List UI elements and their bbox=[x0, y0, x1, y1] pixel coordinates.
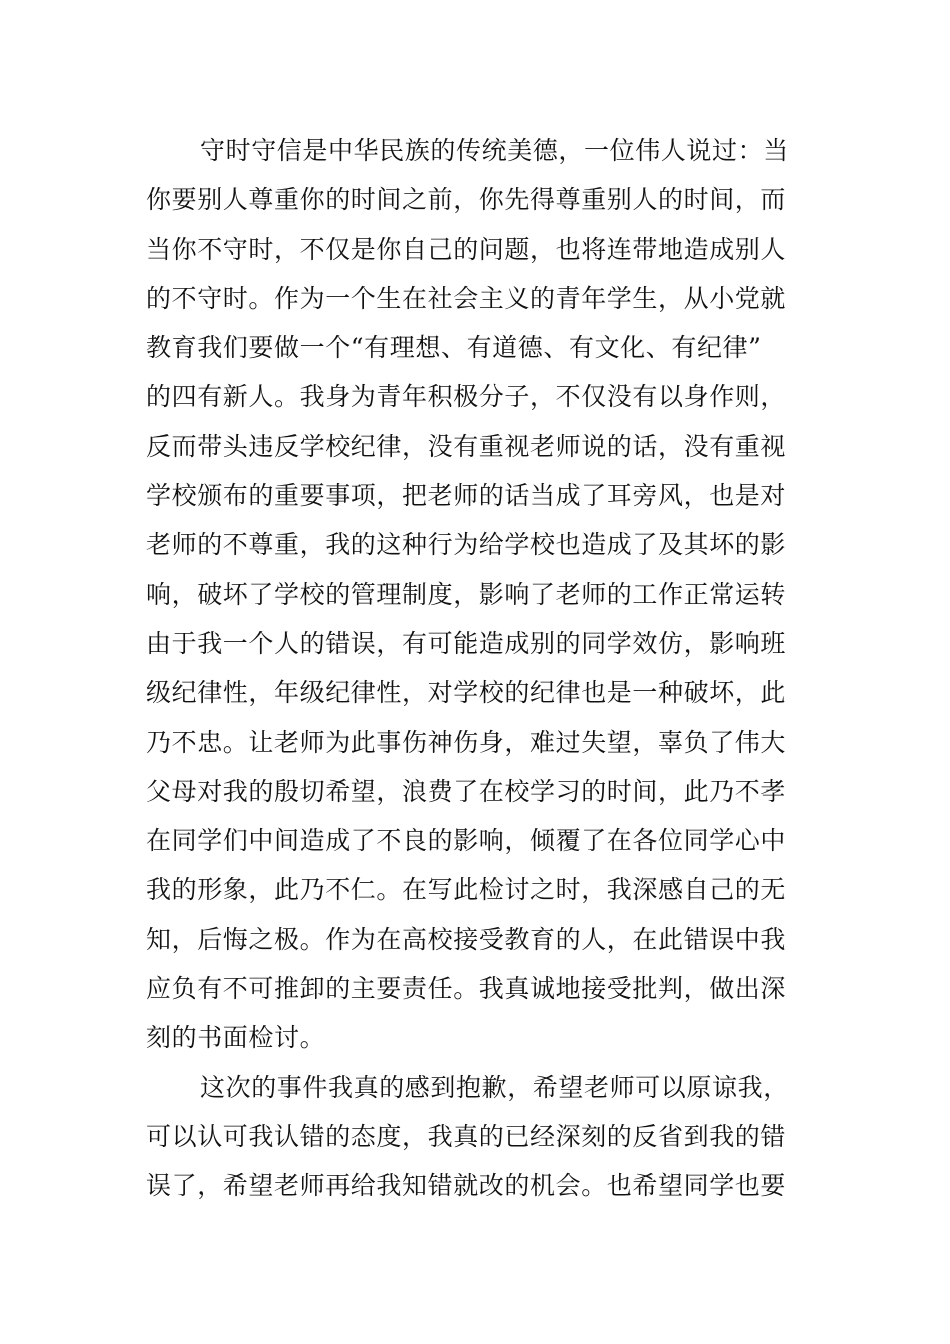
text-line: 误了，希望老师再给我知错就改的机会。也希望同学也要 bbox=[146, 1171, 787, 1201]
text-line: 刻的书面检讨。 bbox=[146, 1023, 326, 1053]
text-line: 响，破坏了学校的管理制度，影响了老师的工作正常运转 bbox=[146, 579, 787, 609]
text-line: 可以认可我认错的态度，我真的已经深刻的反省到我的错 bbox=[146, 1121, 787, 1151]
text-line: 学校颁布的重要事项，把老师的话当成了耳旁风，也是对 bbox=[146, 481, 787, 511]
text-line: 知，后悔之极。作为在高校接受教育的人，在此错误中我 bbox=[146, 924, 787, 954]
text-line: 由于我一个人的错误，有可能造成别的同学效仿，影响班 bbox=[146, 628, 787, 658]
text-line: 应负有不可推卸的主要责任。我真诚地接受批判，做出深 bbox=[146, 974, 787, 1004]
paragraph bbox=[146, 1063, 808, 1211]
text-line: 的不守时。作为一个生在社会主义的青年学生，从小党就 bbox=[146, 283, 787, 313]
paragraph bbox=[146, 126, 808, 1063]
text-line: 守时守信是中华民族的传统美德，一位伟人说过：当 bbox=[200, 136, 789, 165]
text-line: 教育我们要做一个“有理想、有道德、有文化、有纪律” bbox=[146, 333, 762, 363]
text-line: 级纪律性，年级纪律性，对学校的纪律也是一种破坏，此 bbox=[146, 678, 787, 708]
text-line: 我的形象，此乃不仁。在写此检讨之时，我深感自己的无 bbox=[146, 875, 787, 905]
text-line: 在同学们中间造成了不良的影响，倾覆了在各位同学心中 bbox=[146, 826, 787, 856]
text-line: 这次的事件我真的感到抱歉，希望老师可以原谅我， bbox=[200, 1072, 789, 1102]
text-line: 你要别人尊重你的时间之前，你先得尊重别人的时间，而 bbox=[146, 185, 787, 215]
text-line: 老师的不尊重，我的这种行为给学校也造成了及其坏的影 bbox=[146, 530, 787, 560]
text-line: 乃不忠。让老师为此事伤神伤身，难过失望，辜负了伟大 bbox=[146, 727, 787, 757]
text-line: 反而带头违反学校纪律，没有重视老师说的话，没有重视 bbox=[146, 431, 787, 461]
text-line: 父母对我的殷切希望，浪费了在校学习的时间，此乃不孝 bbox=[146, 776, 787, 806]
text-line: 的四有新人。我身为青年积极分子，不仅没有以身作则， bbox=[146, 382, 787, 412]
body-text bbox=[146, 126, 808, 1211]
text-line: 当你不守时，不仅是你自己的问题，也将连带地造成别人 bbox=[146, 234, 787, 264]
